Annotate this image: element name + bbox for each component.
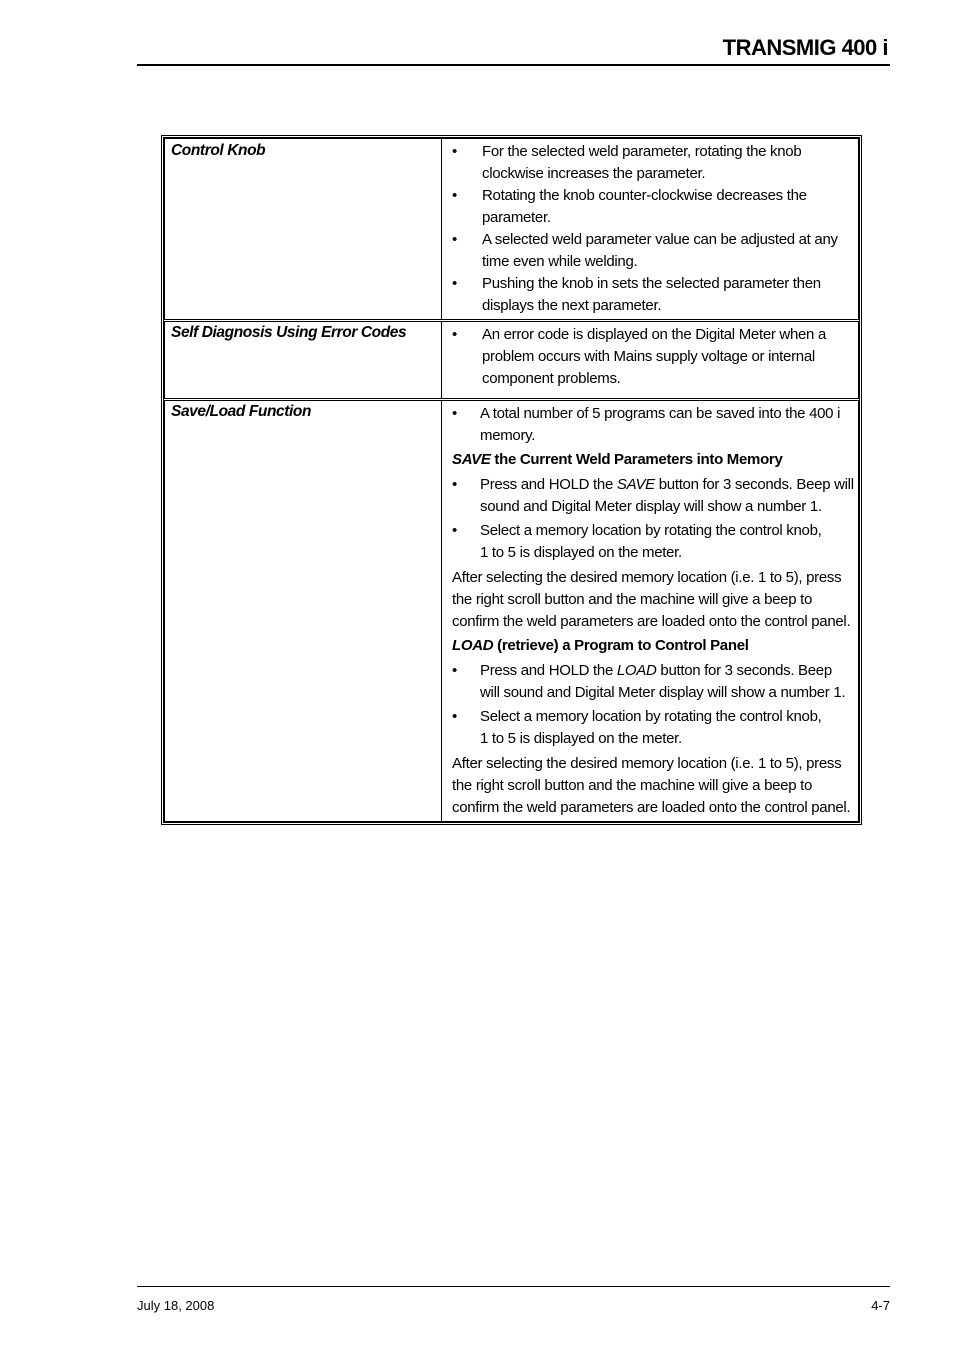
load-heading <box>452 635 854 657</box>
save-bullet-text: 1 to 5 is displayed on the meter. <box>480 544 682 561</box>
footer-date: July 18, 2008 <box>137 1298 215 1313</box>
list-item: • For the selected weld parameter, rotating the knob clockwise increases the parameter. <box>452 141 854 185</box>
save-bullet-text: button for 3 seconds. Beep will sound and Digital Meter display will show a number 1. <box>480 476 854 515</box>
save-heading-text: the Current Weld Parameters into Memory <box>490 451 783 468</box>
list-item <box>452 474 854 518</box>
save-keyword-inline: SAVE <box>616 476 655 493</box>
load-bullet-text: Press and HOLD the <box>480 662 617 679</box>
list-item: • Pushing the knob in sets the selected parameter then displays the next parameter. <box>452 273 854 317</box>
load-bullet-text: button for 3 seconds. Beep will sound and Digital Meter display will show a number 1. <box>480 662 846 701</box>
row-label: Self Diagnosis Using Error Codes <box>165 321 442 400</box>
load-heading-text: (retrieve) a Program to Control Panel <box>493 637 749 654</box>
row-content <box>442 400 859 822</box>
list-item <box>452 660 854 704</box>
header-divider <box>137 64 890 66</box>
load-paragraph: After selecting the desired memory location (i.e. 1 to 5), press the right scroll button and the machine will give a beep to confirm the weld parameters are loaded onto the control panel. <box>452 755 851 816</box>
save-paragraph: After selecting the desired memory location (i.e. 1 to 5), press the right scroll button and the machine will give a beep to confirm the weld parameters are loaded onto the control panel. <box>452 569 851 630</box>
row-label: Save/Load Function <box>165 400 442 822</box>
row-content <box>442 139 859 321</box>
table-row-save-load <box>165 400 859 822</box>
load-keyword: LOAD <box>452 637 494 654</box>
document-title: TRANSMIG 400 i <box>722 35 888 60</box>
save-bullet-text: Select a memory location by rotating the control knob, <box>480 522 822 539</box>
list-item: • An error code is displayed on the Digital Meter when a problem occurs with Mains supply voltage or internal component problems. <box>452 324 854 390</box>
save-keyword: SAVE <box>452 451 491 468</box>
row-content <box>442 321 859 400</box>
table-row-self-diagnosis <box>165 321 859 400</box>
list-item: • Rotating the knob counter-clockwise decreases the parameter. <box>452 185 854 229</box>
footer-divider <box>137 1286 890 1287</box>
list-item: • A selected weld parameter value can be adjusted at any time even while welding. <box>452 229 854 273</box>
load-bullet-text: 1 to 5 is displayed on the meter. <box>480 730 682 747</box>
page-number: 4-7 <box>871 1298 890 1313</box>
controls-table <box>161 135 862 825</box>
save-bullet-text: Press and HOLD the <box>480 476 617 493</box>
list-item <box>452 520 854 564</box>
row-label: Control Knob <box>165 139 442 321</box>
load-keyword-inline: LOAD <box>616 662 657 679</box>
save-heading <box>452 449 854 471</box>
list-item <box>452 706 854 750</box>
list-item: • A total number of 5 programs can be saved into the 400 i memory. <box>452 403 854 447</box>
table-row-control-knob <box>165 139 859 321</box>
load-bullet-text: Select a memory location by rotating the control knob, <box>480 708 822 725</box>
